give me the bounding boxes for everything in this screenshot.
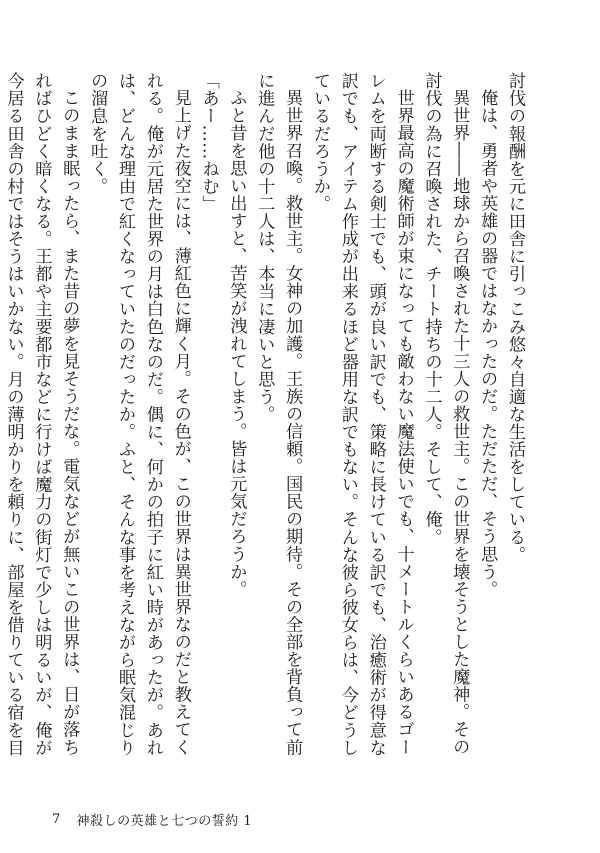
book-title: 神殺しの英雄と七つの誓約 1 bbox=[76, 813, 253, 829]
paragraph-8: 見上げた夜空には、薄紅色に輝く月。その色が、この世界は異世界なのだと教えてくれる。俺が元居た世界の月は白色なのだ。偶に、何かの拍子に紅い時があったが。あれは、どんな理由で紅くなっていたのだったか。ふと、そんな事を考えながら眠気混じりの溜息を吐く。 bbox=[87, 72, 191, 757]
paragraph-6: ふと昔を思い出すと、苦笑が洩れてしまう。皆は元気だろうか。 bbox=[226, 89, 247, 598]
vertical-text-block bbox=[3, 72, 528, 772]
paragraph-3: 異世界――地球から召喚された十三人の救世主。この世界を壊そうとした魔神。その討伐の為に召喚された、チート持ちの十二人。そして、俺。 bbox=[421, 72, 470, 756]
paragraph-9: このまま眠ったら、また昔の夢を見そうだな。電気などが無いこの世界は、日が落ちればひどく暗くなる。王都や主要都市などに行けば魔力の街灯で少しは明るいが、俺が今居る田舎の村ではそうはいかない。月の薄明かりを頼りに、部屋を借りている宿を目 bbox=[3, 72, 80, 757]
paragraph-5: 異世界召喚。救世主。女神の加護。王族の信頼。国民の期待。その全部を背負って前に進んだ他の十二人は、本当に凄いと思う。 bbox=[254, 72, 303, 756]
paragraph-2: 俺は、勇者や英雄の器ではなかったのだ。ただただ、そう思う。 bbox=[477, 89, 498, 598]
paragraph-7-dialogue: 「あー……ねむ」 bbox=[198, 72, 219, 213]
paragraph-1: 討伐の報酬を元に田舎に引っこみ悠々自適な生活をしている。 bbox=[505, 72, 525, 564]
page-number: 7 bbox=[52, 811, 61, 827]
page-footer bbox=[52, 811, 252, 827]
paragraph-4: 世界最高の魔術師が束になっても敵わない魔法使いでも、十メートルくらいあるゴーレムを両断する剣士でも、頭が良い訳でも、策略に長けている訳でも、治癒術が得意な訳でも、アイテム作成が出来るほど器用な訳でもない。そんな彼ら彼女らは、今どうしているだろうか。 bbox=[309, 72, 414, 757]
